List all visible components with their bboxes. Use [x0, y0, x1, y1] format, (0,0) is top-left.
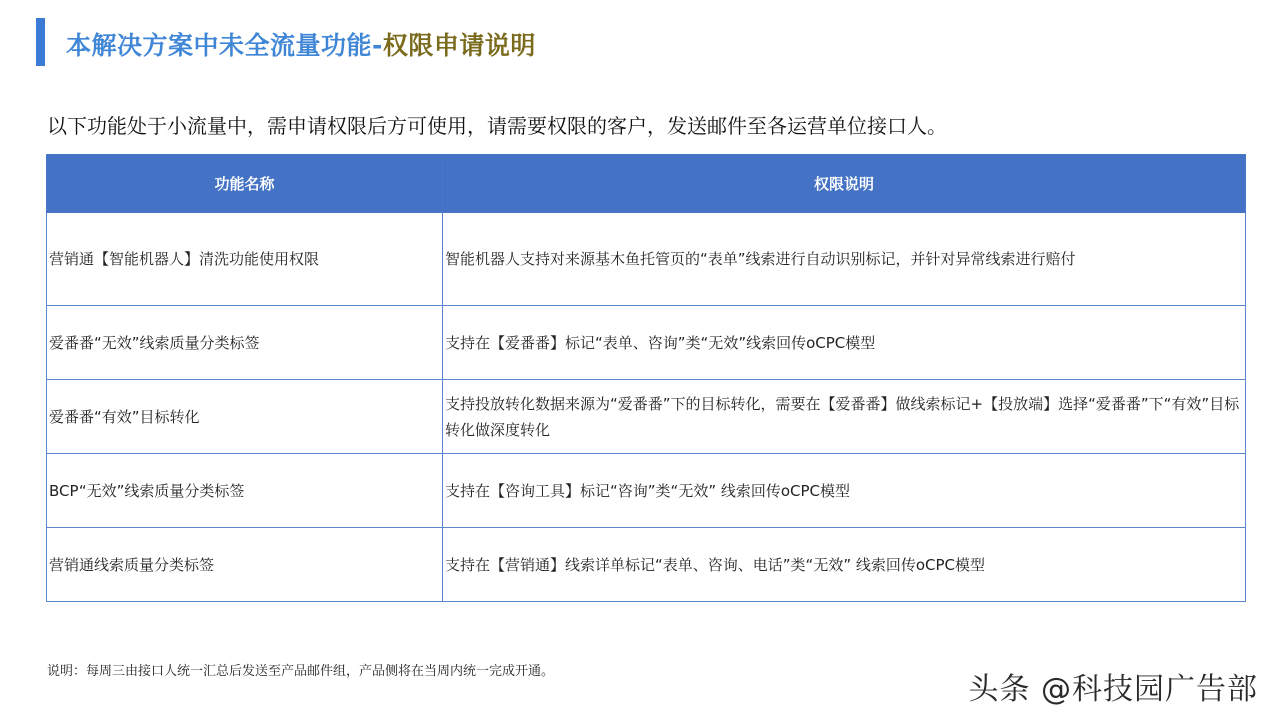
permission-desc-cell: 支持投放转化数据来源为“爱番番”下的目标转化，需要在【爱番番】做线索标记+【投放端】选择“爱番番”下“有效”目标转化做深度转化 [443, 380, 1246, 454]
table-row [47, 306, 1246, 380]
permission-desc-cell: 支持在【营销通】线索详单标记“表单、咨询、电话”类“无效” 线索回传oCPC模型 [443, 528, 1246, 602]
permission-desc-cell: 支持在【咨询工具】标记“咨询”类“无效” 线索回传oCPC模型 [443, 454, 1246, 528]
permission-desc-cell: 支持在【爱番番】标记“表单、咨询”类“无效”线索回传oCPC模型 [443, 306, 1246, 380]
header-feature-name: 功能名称 [47, 155, 443, 213]
table-row [47, 213, 1246, 306]
header-permission-desc: 权限说明 [443, 155, 1246, 213]
permission-desc-cell: 智能机器人支持对来源基木鱼托管页的“表单”线索进行自动识别标记，并针对异常线索进行赔付 [443, 213, 1246, 306]
feature-name-cell: BCP“无效”线索质量分类标签 [47, 454, 443, 528]
feature-name-cell: 爱番番“有效”目标转化 [47, 380, 443, 454]
page-title [66, 26, 536, 62]
table-header-row [47, 155, 1246, 213]
title-accent-bar [36, 18, 45, 66]
permission-table [46, 154, 1246, 602]
footnote: 说明：每周三由接口人统一汇总后发送至产品邮件组，产品侧将在当周内统一完成开通。 [47, 664, 555, 679]
feature-name-cell: 营销通线索质量分类标签 [47, 528, 443, 602]
table-row [47, 528, 1246, 602]
intro-text: 以下功能处于小流量中，需申请权限后方可使用，请需要权限的客户，发送邮件至各运营单位接口人。 [47, 114, 947, 138]
feature-name-cell: 营销通【智能机器人】清洗功能使用权限 [47, 213, 443, 306]
title-main: 本解决方案中未全流量功能- [66, 31, 383, 60]
title-sub: 权限申请说明 [382, 31, 536, 60]
table-row [47, 380, 1246, 454]
table-row [47, 454, 1246, 528]
feature-name-cell: 爱番番“无效”线索质量分类标签 [47, 306, 443, 380]
watermark-text: 头条 @科技园广告部 [968, 672, 1258, 707]
